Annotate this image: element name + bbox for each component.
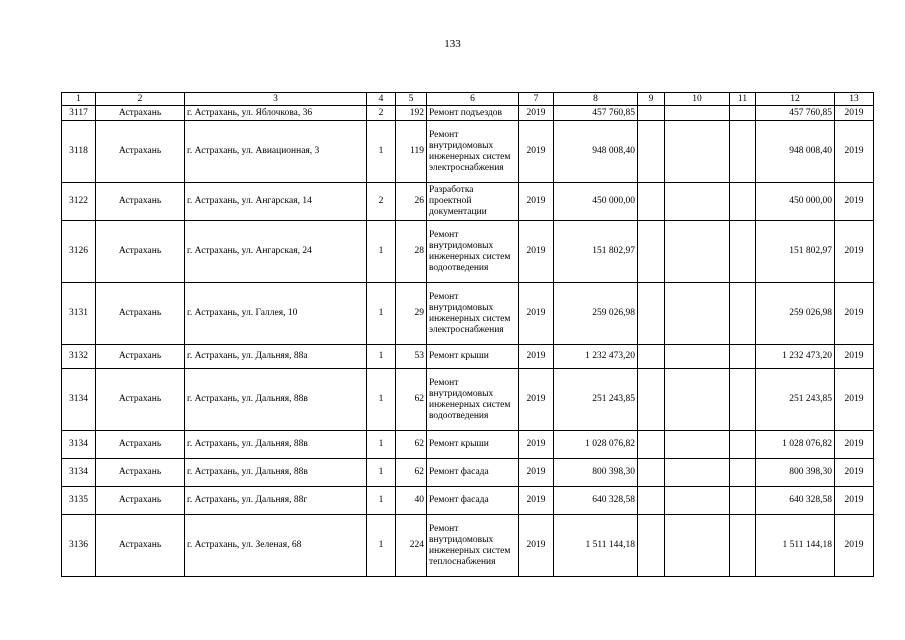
- cell-col11: [730, 121, 756, 183]
- cell-end-year: 2019: [835, 369, 874, 431]
- header-cell-12: 12: [756, 93, 835, 106]
- cell-year: 2019: [519, 369, 554, 431]
- cell-col10: [665, 183, 730, 221]
- cell-col4: 1: [367, 487, 396, 515]
- cell-work-type: Разработка проектной документации: [427, 183, 519, 221]
- cell-work-type: Ремонт фасада: [427, 459, 519, 487]
- header-cell-13: 13: [835, 93, 874, 106]
- header-cell-10: 10: [665, 93, 730, 106]
- cell-cost: 457 760,85: [554, 106, 638, 121]
- table-row: [62, 121, 874, 183]
- cell-total: 1 511 144,18: [756, 515, 835, 577]
- cell-col4: 1: [367, 459, 396, 487]
- table-body: [62, 106, 874, 577]
- cell-city: Астрахань: [96, 283, 185, 345]
- cell-city: Астрахань: [96, 183, 185, 221]
- cell-id: 3118: [62, 121, 96, 183]
- cell-col5: 192: [396, 106, 427, 121]
- cell-col4: 1: [367, 221, 396, 283]
- cell-address: г. Астрахань, ул. Ангарская, 14: [185, 183, 367, 221]
- cell-col9: [638, 515, 665, 577]
- cell-id: 3131: [62, 283, 96, 345]
- cell-end-year: 2019: [835, 515, 874, 577]
- cell-col5: 53: [396, 345, 427, 369]
- cell-city: Астрахань: [96, 121, 185, 183]
- cell-col5: 224: [396, 515, 427, 577]
- header-cell-11: 11: [730, 93, 756, 106]
- header-row: [62, 93, 874, 106]
- cell-year: 2019: [519, 431, 554, 459]
- table-row: [62, 459, 874, 487]
- cell-work-type: Ремонт подъездов: [427, 106, 519, 121]
- cell-end-year: 2019: [835, 106, 874, 121]
- table-header: [62, 93, 874, 106]
- cell-col5: 62: [396, 369, 427, 431]
- cell-address: г. Астрахань, ул. Ангарская, 24: [185, 221, 367, 283]
- cell-address: г. Астрахань, ул. Авиационная, 3: [185, 121, 367, 183]
- header-cell-5: 5: [396, 93, 427, 106]
- table-row: [62, 431, 874, 459]
- cell-total: 1 028 076,82: [756, 431, 835, 459]
- cell-cost: 800 398,30: [554, 459, 638, 487]
- cell-col10: [665, 345, 730, 369]
- cell-city: Астрахань: [96, 221, 185, 283]
- header-cell-6: 6: [427, 93, 519, 106]
- header-cell-9: 9: [638, 93, 665, 106]
- cell-col11: [730, 106, 756, 121]
- cell-year: 2019: [519, 283, 554, 345]
- cell-col11: [730, 183, 756, 221]
- cell-total: 151 802,97: [756, 221, 835, 283]
- cell-total: 450 000,00: [756, 183, 835, 221]
- cell-id: 3136: [62, 515, 96, 577]
- cell-end-year: 2019: [835, 345, 874, 369]
- table-row: [62, 345, 874, 369]
- cell-col5: 62: [396, 459, 427, 487]
- cell-col5: 26: [396, 183, 427, 221]
- cell-col11: [730, 369, 756, 431]
- header-cell-7: 7: [519, 93, 554, 106]
- cell-col5: 62: [396, 431, 427, 459]
- cell-col10: [665, 369, 730, 431]
- cell-col10: [665, 431, 730, 459]
- cell-col4: 1: [367, 515, 396, 577]
- cell-id: 3134: [62, 459, 96, 487]
- header-cell-3: 3: [185, 93, 367, 106]
- cell-year: 2019: [519, 121, 554, 183]
- cell-col9: [638, 369, 665, 431]
- cell-year: 2019: [519, 221, 554, 283]
- cell-col5: 40: [396, 487, 427, 515]
- cell-col5: 28: [396, 221, 427, 283]
- header-cell-8: 8: [554, 93, 638, 106]
- cell-col5: 119: [396, 121, 427, 183]
- cell-city: Астрахань: [96, 487, 185, 515]
- cell-col4: 1: [367, 369, 396, 431]
- cell-id: 3134: [62, 369, 96, 431]
- cell-year: 2019: [519, 183, 554, 221]
- cell-work-type: Ремонт крыши: [427, 431, 519, 459]
- cell-col4: 1: [367, 283, 396, 345]
- cell-col9: [638, 183, 665, 221]
- header-cell-4: 4: [367, 93, 396, 106]
- cell-end-year: 2019: [835, 283, 874, 345]
- cell-cost: 251 243,85: [554, 369, 638, 431]
- cell-city: Астрахань: [96, 345, 185, 369]
- cell-total: 800 398,30: [756, 459, 835, 487]
- cell-total: 948 008,40: [756, 121, 835, 183]
- cell-work-type: Ремонт внутридомовых инженерных систем электроснабжения: [427, 283, 519, 345]
- cell-col9: [638, 283, 665, 345]
- cell-city: Астрахань: [96, 369, 185, 431]
- cell-total: 457 760,85: [756, 106, 835, 121]
- cell-col4: 1: [367, 121, 396, 183]
- cell-end-year: 2019: [835, 431, 874, 459]
- cell-cost: 1 232 473,20: [554, 345, 638, 369]
- cell-total: 640 328,58: [756, 487, 835, 515]
- cell-col11: [730, 431, 756, 459]
- cell-cost: 640 328,58: [554, 487, 638, 515]
- cell-city: Астрахань: [96, 431, 185, 459]
- page-number: 133: [444, 38, 461, 50]
- cell-address: г. Астрахань, ул. Дальняя, 88в: [185, 459, 367, 487]
- cell-year: 2019: [519, 515, 554, 577]
- cell-work-type: Ремонт внутридомовых инженерных систем теплоснабжения: [427, 515, 519, 577]
- cell-end-year: 2019: [835, 121, 874, 183]
- register-table: [61, 92, 874, 577]
- cell-city: Астрахань: [96, 106, 185, 121]
- cell-address: г. Астрахань, ул. Дальняя, 88а: [185, 345, 367, 369]
- cell-total: 1 232 473,20: [756, 345, 835, 369]
- cell-id: 3135: [62, 487, 96, 515]
- table-row: [62, 487, 874, 515]
- cell-col11: [730, 515, 756, 577]
- cell-work-type: Ремонт фасада: [427, 487, 519, 515]
- cell-col10: [665, 106, 730, 121]
- cell-city: Астрахань: [96, 515, 185, 577]
- cell-id: 3134: [62, 431, 96, 459]
- table-row: [62, 183, 874, 221]
- cell-col10: [665, 221, 730, 283]
- cell-col9: [638, 106, 665, 121]
- cell-year: 2019: [519, 106, 554, 121]
- cell-work-type: Ремонт внутридомовых инженерных систем электроснабжения: [427, 121, 519, 183]
- cell-year: 2019: [519, 487, 554, 515]
- cell-cost: 151 802,97: [554, 221, 638, 283]
- cell-year: 2019: [519, 459, 554, 487]
- cell-end-year: 2019: [835, 183, 874, 221]
- cell-cost: 450 000,00: [554, 183, 638, 221]
- cell-col4: 1: [367, 431, 396, 459]
- cell-year: 2019: [519, 345, 554, 369]
- cell-total: 259 026,98: [756, 283, 835, 345]
- cell-col4: 1: [367, 345, 396, 369]
- table-row: [62, 369, 874, 431]
- cell-col11: [730, 459, 756, 487]
- cell-end-year: 2019: [835, 221, 874, 283]
- cell-col10: [665, 121, 730, 183]
- cell-col9: [638, 345, 665, 369]
- cell-col9: [638, 221, 665, 283]
- cell-col11: [730, 345, 756, 369]
- cell-address: г. Астрахань, ул. Дальняя, 88в: [185, 431, 367, 459]
- cell-col10: [665, 283, 730, 345]
- table-row: [62, 515, 874, 577]
- cell-address: г. Астрахань, ул. Галлея, 10: [185, 283, 367, 345]
- cell-col11: [730, 487, 756, 515]
- cell-work-type: Ремонт внутридомовых инженерных систем водоотведения: [427, 221, 519, 283]
- cell-col9: [638, 431, 665, 459]
- cell-total: 251 243,85: [756, 369, 835, 431]
- cell-col9: [638, 459, 665, 487]
- cell-cost: 1 028 076,82: [554, 431, 638, 459]
- cell-col4: 2: [367, 106, 396, 121]
- cell-id: 3132: [62, 345, 96, 369]
- header-cell-2: 2: [96, 93, 185, 106]
- cell-city: Астрахань: [96, 459, 185, 487]
- table-row: [62, 106, 874, 121]
- cell-cost: 1 511 144,18: [554, 515, 638, 577]
- cell-col11: [730, 221, 756, 283]
- cell-end-year: 2019: [835, 487, 874, 515]
- cell-id: 3126: [62, 221, 96, 283]
- cell-col4: 2: [367, 183, 396, 221]
- cell-address: г. Астрахань, ул. Дальняя, 88в: [185, 369, 367, 431]
- cell-address: г. Астрахань, ул. Зеленая, 68: [185, 515, 367, 577]
- cell-cost: 259 026,98: [554, 283, 638, 345]
- header-cell-1: 1: [62, 93, 96, 106]
- cell-col9: [638, 121, 665, 183]
- cell-col9: [638, 487, 665, 515]
- cell-id: 3117: [62, 106, 96, 121]
- cell-address: г. Астрахань, ул. Дальняя, 88г: [185, 487, 367, 515]
- cell-work-type: Ремонт внутридомовых инженерных систем водоотведения: [427, 369, 519, 431]
- cell-col5: 29: [396, 283, 427, 345]
- table-row: [62, 221, 874, 283]
- cell-cost: 948 008,40: [554, 121, 638, 183]
- cell-end-year: 2019: [835, 459, 874, 487]
- cell-work-type: Ремонт крыши: [427, 345, 519, 369]
- cell-col10: [665, 487, 730, 515]
- table-row: [62, 283, 874, 345]
- cell-address: г. Астрахань, ул. Яблочкова, 36: [185, 106, 367, 121]
- cell-col11: [730, 283, 756, 345]
- cell-col10: [665, 459, 730, 487]
- cell-col10: [665, 515, 730, 577]
- cell-id: 3122: [62, 183, 96, 221]
